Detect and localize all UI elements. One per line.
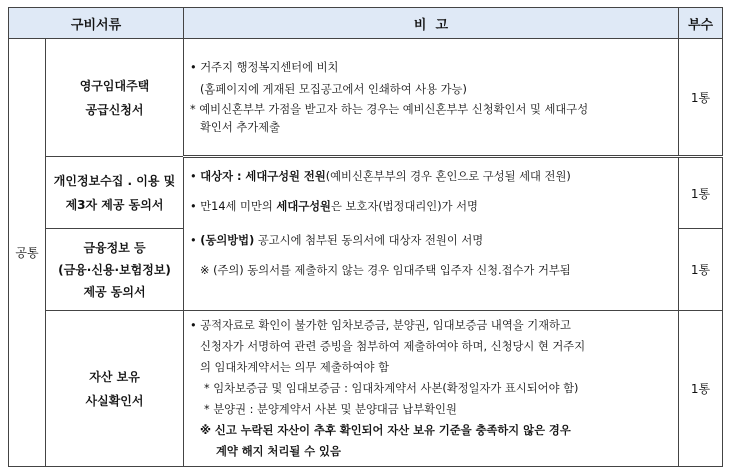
- note-bold: 세대구성원: [276, 200, 331, 213]
- note-text: • 만14세 미만의: [190, 200, 277, 213]
- copies-cell: 1통: [679, 157, 723, 229]
- remarks-cell: [184, 311, 679, 467]
- note-line: (홈페이지에 게재된 모집공고에서 인쇄하여 사용 가능): [200, 83, 467, 96]
- table-row: [9, 157, 723, 229]
- header-remarks: 비 고: [184, 8, 679, 39]
- remarks-cell: [184, 157, 679, 311]
- table-row: [9, 39, 723, 157]
- doc-name-line: 금융정보 등: [83, 240, 146, 255]
- note-line-warning: 계약 해지 처리될 수 있음: [216, 445, 341, 458]
- note-line: • 대상자 : 세대구성원 전원(예비신혼부부의 경우 혼인으로 구성될 세대 전원): [190, 170, 571, 183]
- doc-name-line: 공급신청서: [85, 102, 144, 117]
- doc-name-line: 사실확인서: [85, 393, 144, 408]
- note-line: 신청자가 서명하여 관련 증빙을 첨부하여 제출하여야 하며, 신청당시 현 거주지: [200, 340, 586, 353]
- copies-cell: 1통: [679, 229, 723, 311]
- note-line: * 분양권 : 분양계약서 사본 및 분양대금 납부확인원: [204, 403, 457, 416]
- note-line-warning: ※ 신고 누락된 자산이 추후 확인되어 자산 보유 기준을 충족하지 않은 경우: [200, 424, 571, 437]
- copies-cell: 1통: [679, 311, 723, 467]
- doc-name-cell: [46, 157, 184, 229]
- note-text: 공고시에 첨부된 동의서에 대상자 전원이 서명: [254, 234, 484, 247]
- doc-name-line: 제공 동의서: [83, 284, 146, 299]
- note-line: 확인서 추가제출: [200, 121, 280, 134]
- note-line: • 거주지 행정복지센터에 비치: [190, 61, 339, 74]
- table-header-row: [9, 8, 723, 39]
- note-bold: 대상자 : 세대구성원 전원: [200, 170, 326, 183]
- doc-name-cell: [46, 311, 184, 467]
- doc-name-line: 영구임대주택: [79, 78, 150, 93]
- note-line: 의 임대차계약서는 의무 제출하여야 함: [200, 361, 389, 374]
- doc-name-cell: [46, 229, 184, 311]
- remarks-cell: [184, 39, 679, 157]
- header-docs: 구비서류: [9, 8, 184, 39]
- doc-name-line: 개인정보수집 . 이용 및: [53, 173, 176, 188]
- note-line: • 공적자료로 확인이 불가한 임차보증금, 분양권, 임대보증금 내역을 기재하고: [190, 319, 571, 332]
- doc-name-line: (금융·신용·보험정보): [58, 262, 171, 277]
- note-bold: (동의방법): [200, 234, 255, 247]
- table-row: [9, 311, 723, 467]
- category-cell: 공통: [9, 39, 46, 467]
- note-line: * 임차보증금 및 임대보증금 : 임대차계약서 사본(확정일자가 표시되어야 함): [204, 382, 579, 395]
- header-copies: 부수: [679, 8, 723, 39]
- doc-name-line: 자산 보유: [89, 369, 140, 384]
- note-line: [190, 196, 674, 218]
- note-line: ※ (주의) 동의서를 제출하지 않는 경우 임대주택 입주자 신청.접수가 거부됨: [200, 264, 571, 277]
- note-line: • (동의방법) 공고시에 첨부된 동의서에 대상자 전원이 서명: [190, 234, 484, 247]
- note-text: (예비신혼부부의 경우 혼인으로 구성될 세대 전원): [325, 170, 571, 183]
- copies-cell: 1통: [679, 39, 723, 157]
- note-text: 은 보호자(법정대리인)가 서명: [330, 200, 478, 213]
- doc-name-cell: [46, 39, 184, 157]
- doc-name-line: 제3자 제공 동의서: [65, 197, 164, 212]
- note-line: * 예비신혼부부 가점을 받고자 하는 경우는 예비신혼부부 신청확인서 및 세대구성: [190, 103, 589, 116]
- required-documents-table: [8, 7, 723, 467]
